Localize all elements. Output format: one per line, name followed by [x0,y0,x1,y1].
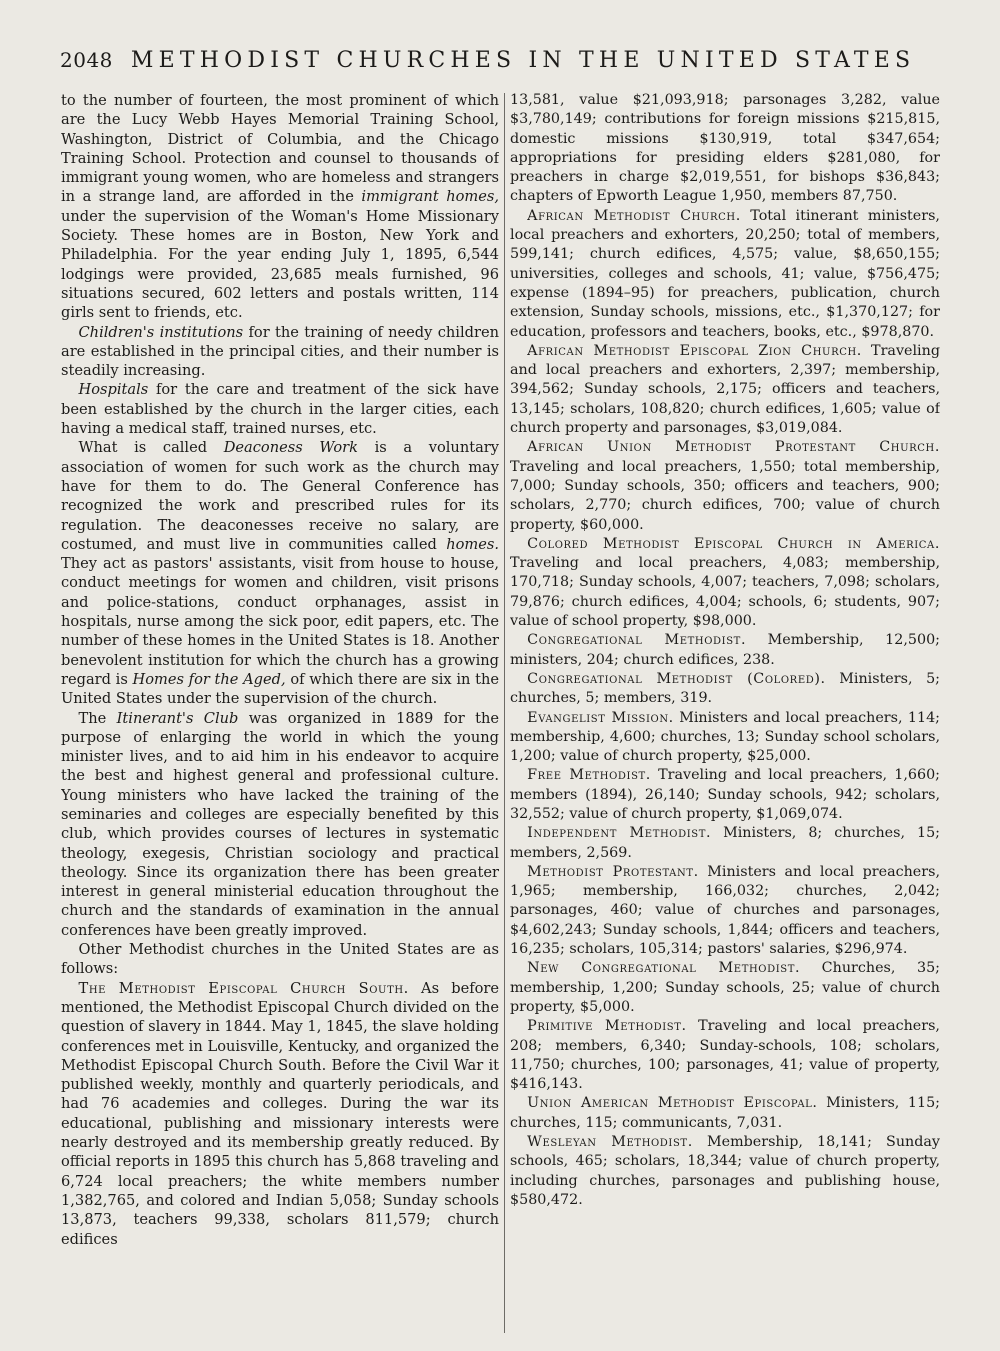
text-run: Total itinerant ministers, local preachers and exhorters, 20,250; total of members, 599,141; church edifices, 4,575; value, $8,650,155; universities, colleges and schools, 41; value, $756,475; expense (1894–95) for preachers, publication, church extension, Sunday schools, missions, etc., $1,370,127; for education, professors and teachers, books, etc., $978,870. [510,207,940,340]
text-run: Traveling and local preachers, 208; members, 6,340; Sunday-schools, 108; scholars, 11,750; churches, 100; parsonages, 41; value of property, $416,143. [510,1018,940,1093]
paragraph-me-church-south [61,979,499,1249]
italic-term: Children's institutions [78,323,244,341]
church-name: African Methodist Episcopal Zion Church. [527,342,862,359]
text-run: Ministers, 115; churches, 115; communicants, 7,031. [510,1095,940,1131]
entry-independent-methodist [510,824,940,863]
entry-ame-zion [510,342,940,438]
paragraph-me-south-continued: 13,581, value $21,093,918; parsonages 3,282, value $3,780,149; contributions for foreign missions $215,815, domestic missions $130,919, total $347,654; appropriations for presiding elders $281,080, for preachers in charge $2,019,551, for bishops $36,843; chapters of Epworth League 1,950, members 87,750. [510,92,940,205]
entry-congregational-methodist [510,631,940,670]
text-run: They act as pastors' assistants, visit from house to house, conduct meetings for women and children, visit prisons and police-stations, conduct orphanages, assist in hospitals, nurse among the sick poor, edit papers, etc. The number of these homes in the United States is 18. Another benevolent institution for which the church has a growing regard is [61,555,499,688]
entry-wesleyan-methodist [510,1133,940,1210]
column-divider [504,93,505,1333]
entry-new-congregational-methodist [510,959,940,1017]
page-header [60,48,945,82]
church-name: Union American Methodist Episcopal. [527,1095,818,1112]
italic-term: Deaconess Work [223,439,358,457]
entry-primitive-methodist [510,1017,940,1094]
entry-colored-me-america [510,535,940,631]
text-run: of which there are six in the United States under the supervision of the church. [61,670,499,708]
text-run: As before mentioned, the Methodist Episcopal Church divided on the question of slavery in 1844. May 1, 1845, the slave holding conferences met in Louisville, Kentucky, and organized the Methodist Episcopal Church South. Before the Civil War it published weekly, monthly and quarterly periodicals, and had 76 academies and colleges. During the war its educational, publishing and missionary interests were nearly destroyed and its membership greatly reduced. By official reports in 1895 this church has 5,868 traveling and 6,724 local preachers; the white members number 1,382,765, and colored and Indian 5,058; Sunday schools 13,873, teachers 99,338, scholars 811,579; church edifices [61,979,499,1248]
text-run: under the supervision of the Woman's Home Missionary Society. These homes are in Boston, New York and Philadelphia. For the year ending July 1, 1895, 6,544 lodgings were provided, 23,685 meals furnished, 96 situations secured, 602 letters and postals written, 114 girls sent to friends, etc. [61,207,499,322]
text-run: Ministers, 5; churches, 5; members, 319. [510,670,940,707]
church-name: Primitive Methodist. [527,1018,687,1035]
church-name: Colored Methodist Episcopal Church in America. [527,535,940,552]
text-run: for the training of needy children are established in the principal cities, and their number is steadily increasing. [61,323,499,380]
church-name: The Methodist Episcopal Church South. [78,979,409,997]
text-run: to the number of fourteen, the most prominent of which are the Lucy Webb Hayes Memorial Training School, Washington, District of Columbia, and the Chicago Training School. Protection and counsel to thousands of immigrant young women, who are homeless and strangers in a strange land, are afforded in the [61,92,499,206]
church-name: Wesleyan Methodist. [527,1134,693,1151]
italic-term: Homes for the Aged, [132,670,286,688]
text-run: Traveling and local preachers, 1,660; members (1894), 26,140; Sunday schools, 942; scholars, 32,552; value of church property, $1,069,074. [510,767,940,822]
text-run: Membership, 18,141; Sunday schools, 465; scholars, 18,344; value of church property, including churches, parsonages and publishing house, $580,472. [510,1134,940,1208]
entry-african-methodist [510,207,940,342]
paragraph-childrens-institutions [61,323,499,381]
entry-congregational-methodist-colored [510,670,940,709]
text-run: Traveling and local preachers, 4,083; membership, 170,718; Sunday schools, 4,007; teachers, 7,098; scholars, 79,876; church edifices, 4,004; schools, 6; students, 907; value of school property, $98,000. [510,555,940,630]
italic-term: Itinerant's Club [116,709,239,727]
text-run: Ministers and local preachers, 1,965; membership, 166,032; churches, 2,042; parsonages, 460; value of churches and parsonages, $4,602,243; Sunday schools, 1,844; officers and teachers, 16,235; scholars, 105,314; pastors' salaries, $296,974. [510,863,940,958]
left-column [61,91,499,1336]
entry-union-american-me [510,1094,940,1133]
text-run: Ministers, 8; churches, 15; members, 2,569. [510,825,940,861]
church-name: Methodist Protestant. [527,863,699,880]
text-run: Churches, 35; membership, 1,200; Sunday schools, 25; value of church property, $5,000. [510,960,940,1015]
paragraph-hospitals [61,380,499,438]
page-number: 2048 [60,48,113,72]
text-run: for the care and treatment of the sick have been established by the church in the larger cities, each having a medical staff, trained nurses, etc. [61,381,499,438]
text-run: What is called [78,439,224,457]
paragraph-deaconess-work [61,438,499,708]
entry-evangelist-mission [510,709,940,767]
paragraph-itinerants-club [61,709,499,941]
text-run: The [78,709,117,727]
entry-free-methodist [510,766,940,824]
church-name: New Congregational Methodist. [527,960,801,977]
text-run: was organized in 1889 for the purpose of enlarging the world in which the young minister lives, and to aid him in his endeavor to acquire the best and highest general and professional culture. Young ministers who have lacked the training of the seminaries and colleges are especially benefited by this club, which provides courses of lectures in systematic theology, exegesis, Christian sociology and practical theology. Since its organization there has been greater interest in general ministerial education throughout the church and the standards of examination in the annual conferences have been greatly improved. [61,709,499,939]
church-name: Congregational Methodist. [527,632,747,649]
italic-term: homes. [446,535,499,553]
church-name: African Union Methodist Protestant Church. [527,439,940,456]
church-name: Evangelist Mission. [527,709,674,726]
church-name: African Methodist Church. [527,207,741,224]
text-run: Traveling and local preachers, 1,550; total membership, 7,000; Sunday schools, 350; officers and teachers, 900; scholars, 2,770; church edifices, 700; value of church property, $60,000. [510,458,940,533]
paragraph-immigrant-homes [61,91,499,323]
entry-african-union-mp [510,438,940,534]
italic-term: immigrant homes, [361,188,499,206]
text-run: Traveling and local preachers and exhorters, 2,397; membership, 394,562; Sunday schools, 2,175; officers and teachers, 13,145; scholars, 108,820; church edifices, 1,605; value of church property and parsonages, $3,019,084. [510,342,940,437]
church-name: Independent Methodist. [527,825,712,842]
text-run: Ministers and local preachers, 114; membership, 4,600; churches, 13; Sunday school scholars, 1,200; value of church property, $25,000. [510,709,940,765]
church-name: Congregational Methodist (Colored). [527,670,826,687]
right-column [510,91,940,1336]
entry-methodist-protestant [510,863,940,959]
church-name: Free Methodist. [527,767,651,784]
italic-term: Hospitals [78,381,149,399]
text-run: Membership, 12,500; ministers, 204; church edifices, 238. [510,632,940,668]
paragraph-other-churches: Other Methodist churches in the United States are as follows: [61,941,499,978]
text-run: is a voluntary association of women for such work as the church may have for them to do. The General Conference has recognized the work and prescribed rules for its regulation. The deaconesses receive no salary, are costumed, and must live in communities called [61,439,499,553]
running-head: METHODIST CHURCHES IN THE UNITED STATES [130,48,916,73]
